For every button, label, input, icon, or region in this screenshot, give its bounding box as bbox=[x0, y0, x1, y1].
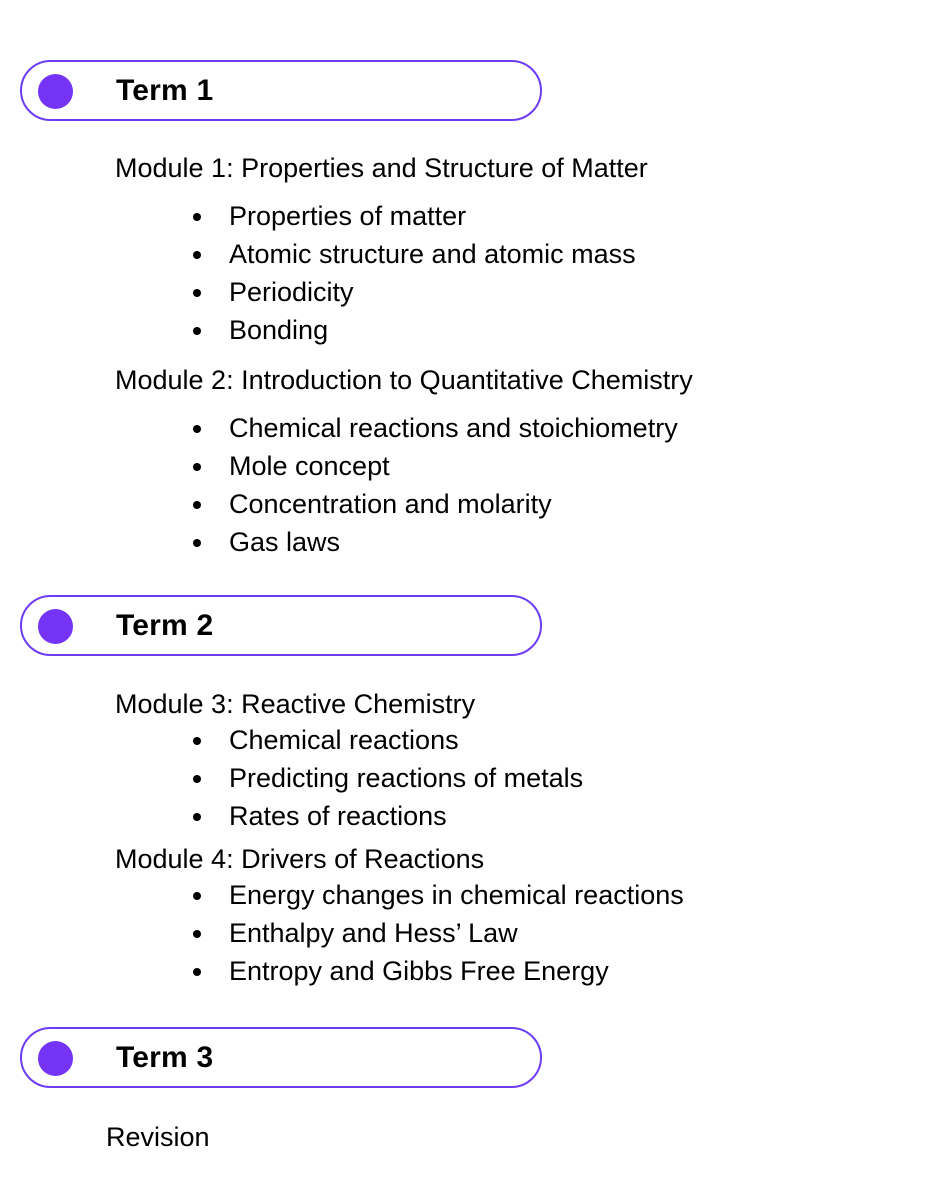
module-1-title: Module 1: Properties and Structure of Matter bbox=[115, 153, 648, 183]
bullet-dot bbox=[193, 737, 201, 745]
bullet-dot bbox=[193, 775, 201, 783]
module-2-topic-list bbox=[0, 409, 942, 561]
bullet-dot bbox=[193, 289, 201, 297]
list-item: Properties of matter bbox=[0, 197, 942, 235]
bullet-dot bbox=[193, 813, 201, 821]
list-item: Chemical reactions bbox=[0, 721, 942, 759]
term-2-dot bbox=[38, 609, 73, 644]
list-item: Mole concept bbox=[0, 447, 942, 485]
bullet-dot bbox=[193, 539, 201, 547]
list-item: Concentration and molarity bbox=[0, 485, 942, 523]
bullet-dot bbox=[193, 463, 201, 471]
bullet-dot bbox=[193, 968, 201, 976]
list-item: Energy changes in chemical reactions bbox=[0, 876, 942, 914]
term-3-label: Term 3 bbox=[116, 1041, 214, 1074]
module-4-topic-list bbox=[0, 876, 942, 990]
module-4-title: Module 4: Drivers of Reactions bbox=[115, 844, 485, 874]
term-1-header bbox=[20, 60, 542, 121]
list-item: Bonding bbox=[0, 311, 942, 349]
term-3-dot bbox=[38, 1041, 73, 1076]
module-2-title: Module 2: Introduction to Quantitative Chemistry bbox=[115, 365, 693, 395]
term-3-revision-note: Revision bbox=[106, 1122, 210, 1152]
module-1-topic-list bbox=[0, 197, 942, 349]
bullet-dot bbox=[193, 251, 201, 259]
list-item: Enthalpy and Hess’ Law bbox=[0, 914, 942, 952]
term-2-header bbox=[20, 595, 542, 656]
list-item: Gas laws bbox=[0, 523, 942, 561]
list-item: Predicting reactions of metals bbox=[0, 759, 942, 797]
bullet-dot bbox=[193, 892, 201, 900]
term-2-label: Term 2 bbox=[116, 609, 214, 642]
module-3-title: Module 3: Reactive Chemistry bbox=[115, 689, 476, 719]
bullet-dot bbox=[193, 327, 201, 335]
term-1-label: Term 1 bbox=[116, 74, 214, 107]
list-item: Chemical reactions and stoichiometry bbox=[0, 409, 942, 447]
bullet-dot bbox=[193, 425, 201, 433]
list-item: Periodicity bbox=[0, 273, 942, 311]
bullet-dot bbox=[193, 213, 201, 221]
term-1-dot bbox=[38, 74, 73, 109]
module-3-topic-list bbox=[0, 721, 942, 835]
list-item: Atomic structure and atomic mass bbox=[0, 235, 942, 273]
list-item: Rates of reactions bbox=[0, 797, 942, 835]
bullet-dot bbox=[193, 501, 201, 509]
bullet-dot bbox=[193, 930, 201, 938]
term-3-header bbox=[20, 1027, 542, 1088]
list-item: Entropy and Gibbs Free Energy bbox=[0, 952, 942, 990]
